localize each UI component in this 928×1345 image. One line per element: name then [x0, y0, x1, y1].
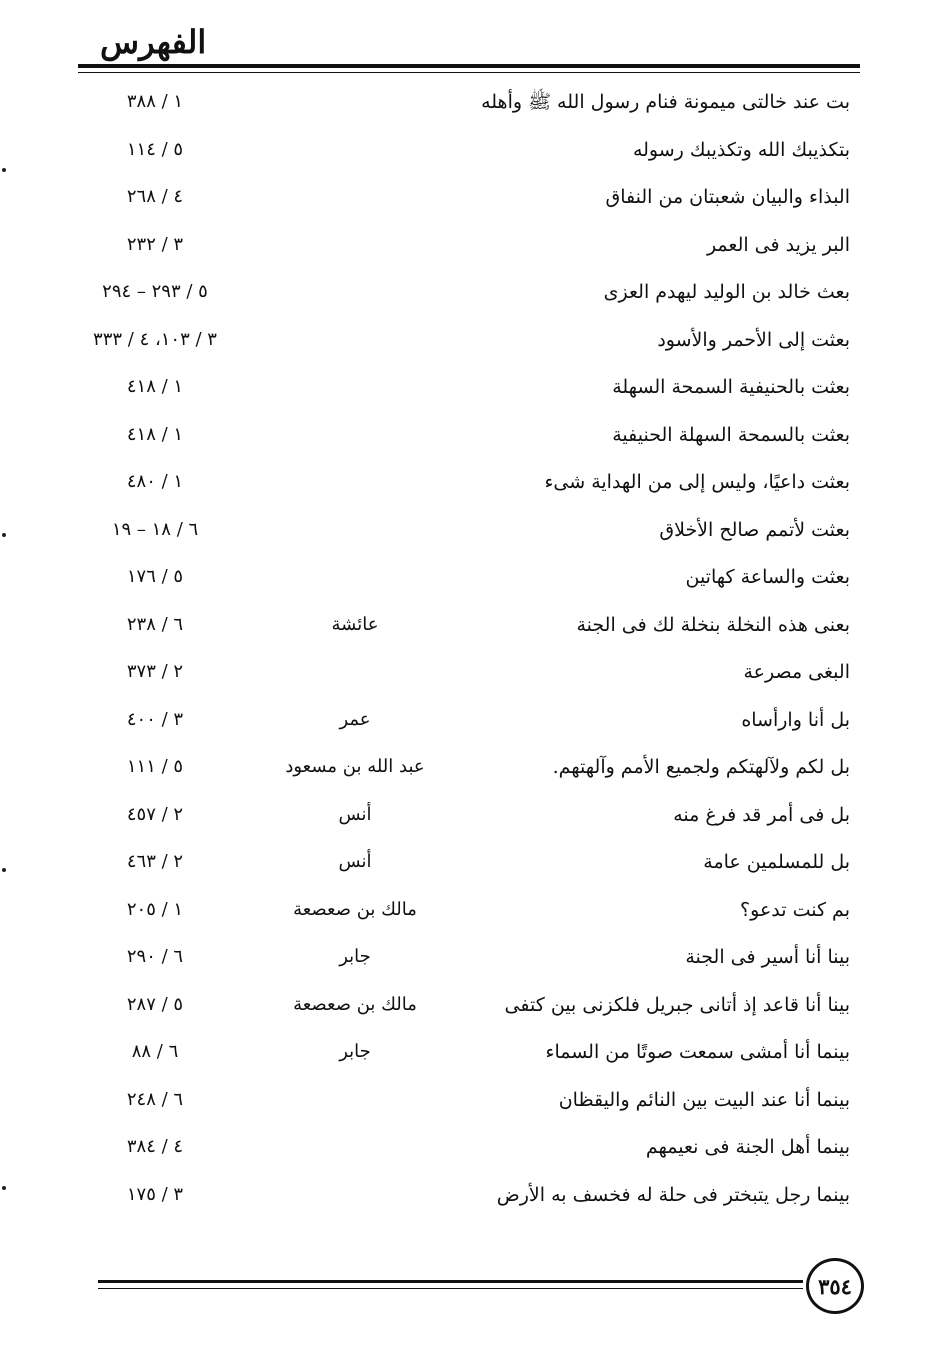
index-entry — [80, 223, 850, 271]
index-entry — [80, 270, 850, 318]
hadith-text: البذاء والبيان شعبتان من النفاق — [605, 186, 850, 208]
margin-mark — [2, 1186, 6, 1190]
hadith-text: بينما رجل يتبختر فى حلة له فخسف به الأرض — [496, 1183, 850, 1206]
hadith-text: بت عند خالتى ميمونة فنام رسول الله ﷺ وأهله — [481, 91, 850, 113]
narrator: عبد الله بن مسعود — [285, 756, 425, 777]
volume-page-ref: ٣ / ١٠٣، ٤ / ٣٣٣ — [93, 328, 217, 350]
volume-page-ref: ٢ / ٣٧٣ — [126, 661, 184, 682]
volume-page-ref: ٥ / ٢٩٣ – ٢٩٤ — [102, 281, 208, 302]
narrator: عمر — [339, 708, 371, 730]
hadith-text: بعثت والساعة كهاتين — [685, 566, 850, 588]
volume-page-ref: ٥ / ١١٤ — [126, 138, 184, 160]
hadith-text: البر يزيد فى العمر — [706, 233, 850, 256]
volume-page-ref: ٢ / ٤٦٣ — [126, 851, 184, 872]
margin-mark — [2, 533, 6, 537]
header-rule — [78, 64, 860, 73]
hadith-text: بينما أهل الجنة فى نعيمهم — [645, 1136, 850, 1158]
volume-page-ref: ٦ / ٢٣٨ — [126, 613, 184, 635]
hadith-text: بل للمسلمين عامة — [703, 851, 850, 873]
index-entry — [80, 1125, 850, 1173]
index-entry — [80, 128, 850, 176]
volume-page-ref: ١ / ٢٠٥ — [126, 898, 184, 920]
volume-page-ref: ٣ / ٤٠٠ — [126, 708, 184, 730]
hadith-text: بينا أنا قاعد إذ أتانى جبريل فلكزنى بين كتفى — [504, 993, 850, 1016]
hadith-text: بينما أنا عند البيت بين النائم واليقظان — [558, 1088, 850, 1111]
hadith-text: بعثت داعيًا، وليس إلى من الهداية شىء — [544, 471, 850, 493]
index-entry — [80, 460, 850, 508]
page-number: ٣٥٤ — [806, 1258, 864, 1314]
index-entry — [80, 888, 850, 936]
margin-mark — [2, 868, 6, 872]
index-entry — [80, 175, 850, 223]
hadith-text: بعنى هذه النخلة بنخلة لك فى الجنة — [576, 613, 850, 636]
hadith-text: بم كنت تدعو؟ — [740, 898, 850, 921]
hadith-text: بعثت بالسمحة السهلة الحنيفية — [612, 423, 850, 446]
hadith-text: بل أنا وارأساه — [741, 708, 850, 731]
footer-rule — [98, 1280, 803, 1289]
volume-page-ref: ٣ / ١٧٥ — [126, 1183, 184, 1205]
index-entry — [80, 80, 850, 128]
volume-page-ref: ٦ / ٨٨ — [131, 1041, 179, 1062]
hadith-text: بتكذيبك الله وتكذيبك رسوله — [632, 138, 850, 161]
index-entry — [80, 650, 850, 698]
hadith-text: بل لكم ولآلهتكم ولجميع الأمم وآلهتهم. — [552, 756, 850, 778]
volume-page-ref: ١ / ٤١٨ — [126, 423, 184, 445]
volume-page-ref: ٥ / ١٧٦ — [126, 566, 184, 587]
volume-page-ref: ٥ / ١١١ — [126, 756, 184, 777]
volume-page-ref: ٦ / ٢٩٠ — [126, 946, 184, 967]
margin-mark — [2, 168, 6, 172]
hadith-text: بعثت لأتمم صالح الأخلاق — [659, 518, 850, 541]
index-entry — [80, 365, 850, 413]
index-entry — [80, 508, 850, 556]
index-entry — [80, 840, 850, 888]
narrator: أنس — [338, 851, 372, 872]
index-entries — [80, 80, 850, 1220]
volume-page-ref: ٤ / ٢٦٨ — [126, 186, 184, 207]
narrator: عائشة — [331, 613, 379, 635]
volume-page-ref: ٦ / ٢٤٨ — [126, 1088, 184, 1110]
hadith-text: بعثت بالحنيفية السمحة السهلة — [612, 376, 850, 398]
page-title: الفهرس — [100, 23, 207, 61]
volume-page-ref: ٤ / ٣٨٤ — [126, 1136, 184, 1157]
index-entry — [80, 698, 850, 746]
volume-page-ref: ٥ / ٢٨٧ — [126, 993, 184, 1015]
index-entry — [80, 983, 850, 1031]
hadith-text: بل فى أمر قد فرغ منه — [673, 803, 850, 826]
volume-page-ref: ٢ / ٤٥٧ — [126, 803, 184, 825]
volume-page-ref: ٣ / ٢٣٢ — [126, 233, 184, 255]
narrator: جابر — [339, 1041, 371, 1062]
index-entry — [80, 793, 850, 841]
index-entry — [80, 555, 850, 603]
volume-page-ref: ١ / ٤٨٠ — [126, 471, 184, 492]
index-entry — [80, 1078, 850, 1126]
hadith-text: بعثت إلى الأحمر والأسود — [657, 328, 850, 351]
narrator: أنس — [338, 803, 372, 825]
index-entry — [80, 603, 850, 651]
hadith-text: بينما أنا أمشى سمعت صوتًا من السماء — [545, 1041, 850, 1063]
narrator: مالك بن صعصعة — [293, 993, 417, 1015]
index-entry — [80, 1173, 850, 1221]
hadith-text: بينا أنا أسير فى الجنة — [685, 946, 850, 968]
narrator: جابر — [339, 946, 371, 967]
volume-page-ref: ٦ / ١٨ – ١٩ — [111, 518, 199, 540]
volume-page-ref: ١ / ٣٨٨ — [126, 91, 184, 112]
index-entry — [80, 935, 850, 983]
volume-page-ref: ١ / ٤١٨ — [126, 376, 184, 397]
index-entry — [80, 745, 850, 793]
index-entry — [80, 413, 850, 461]
hadith-text: البغى مصرعة — [743, 661, 850, 683]
index-entry — [80, 1030, 850, 1078]
index-entry — [80, 318, 850, 366]
narrator: مالك بن صعصعة — [293, 898, 417, 920]
hadith-text: بعث خالد بن الوليد ليهدم العزى — [603, 281, 850, 303]
